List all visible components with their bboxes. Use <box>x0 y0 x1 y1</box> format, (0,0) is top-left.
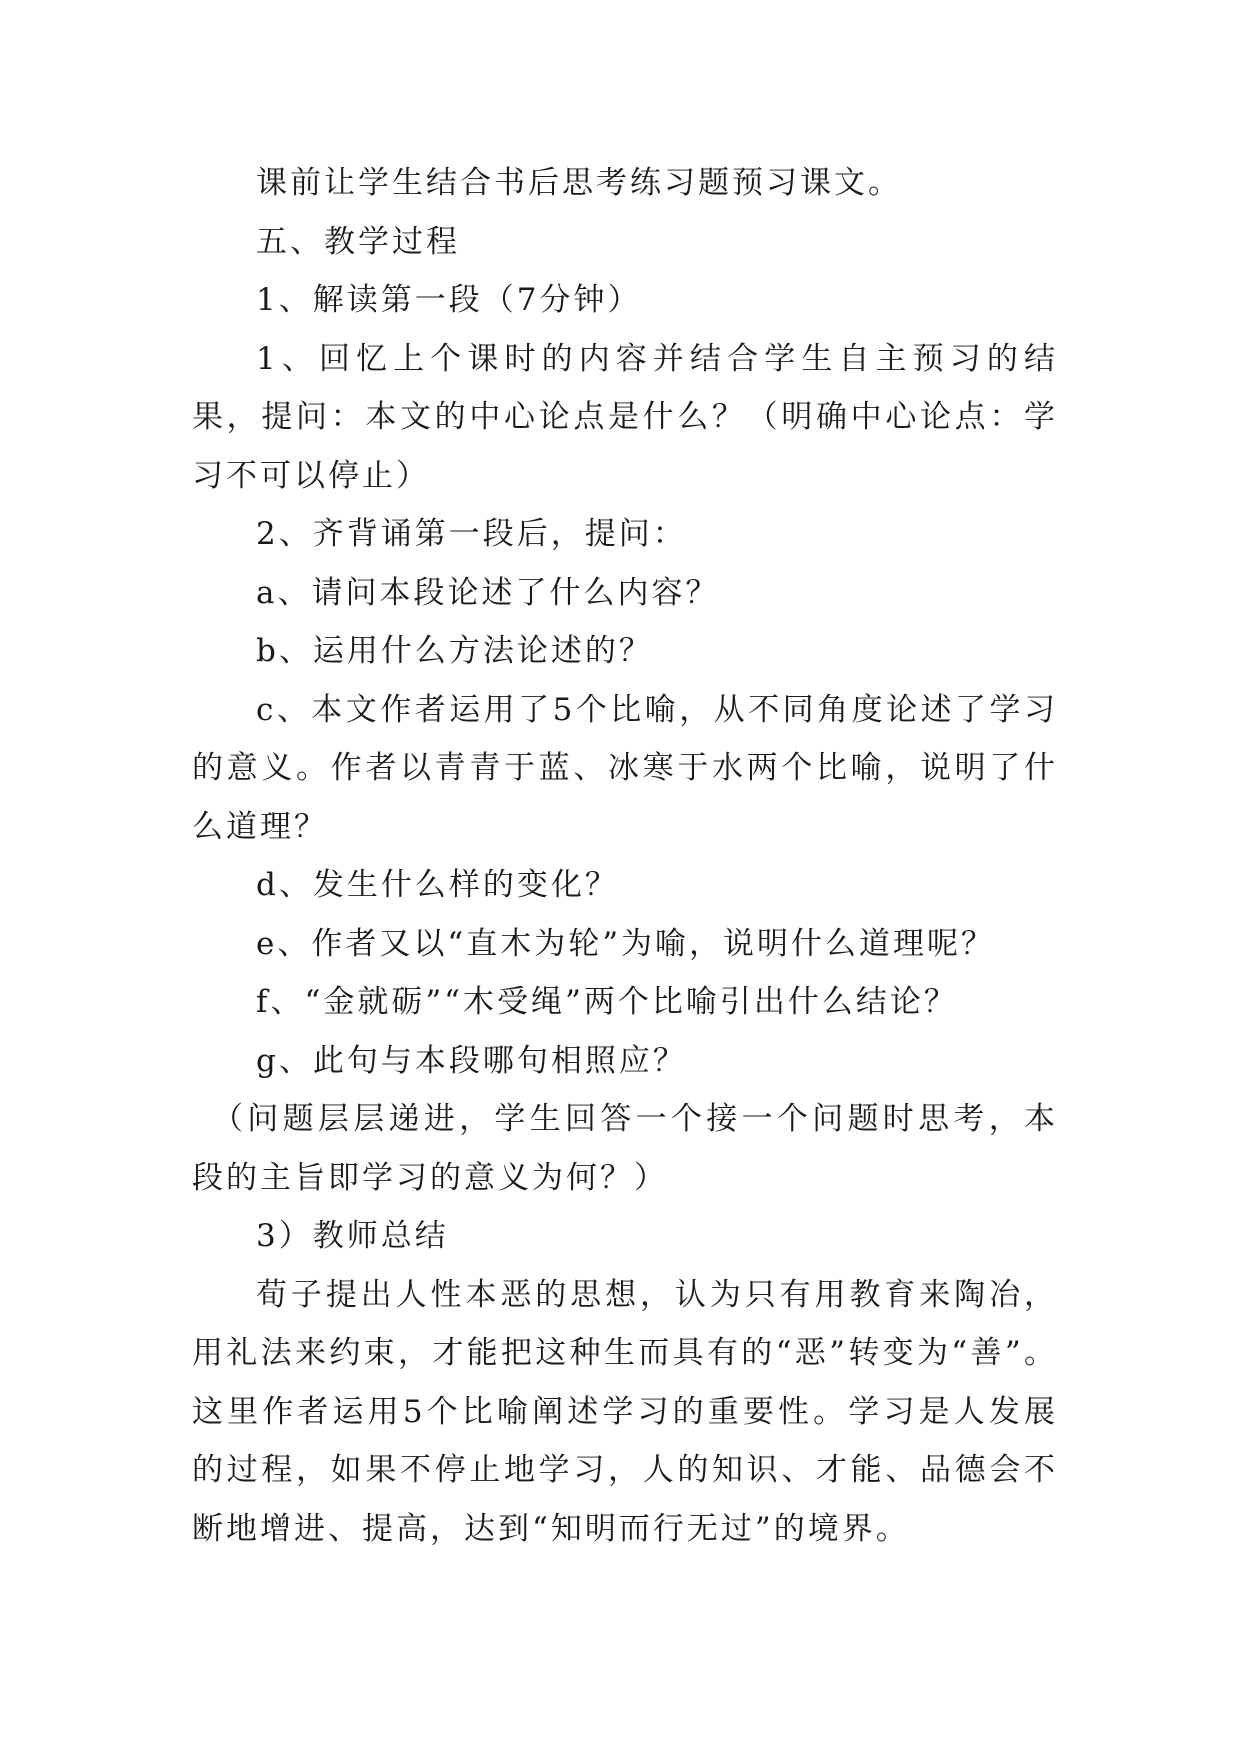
question-b: b、运用什么方法论述的？ <box>256 633 653 669</box>
question-d: d、发生什么样的变化？ <box>256 867 619 903</box>
paragraph-recite-question: 2、齐背诵第一段后，提问： <box>256 516 687 552</box>
paragraph-question-summary: （问题层层递进，学生回答一个接一个问题时思考，本段的主旨即学习的意义为何？） <box>192 1101 1058 1196</box>
question-e: e、作者又以“直木为轮”为喻，说明什么道理呢？ <box>256 925 996 962</box>
question-c: c、本文作者运用了5个比喻，从不同角度论述了学习的意义。作者以青青于蓝、冰寒于水两个比喻，说明了什么道理？ <box>192 691 1058 845</box>
paragraph-preview-instruction: 课前让学生结合书后思考练习题预习课文。 <box>256 165 902 201</box>
heading-teaching-process: 五、教学过程 <box>256 223 460 260</box>
question-f: f、“金就砺”“木受绳”两个比喻引出什么结论？ <box>256 984 958 1020</box>
paragraph-recall-question: 1、回忆上个课时的内容并结合学生自主预习的结果，提问：本文的中心论点是什么？（明确中心论点：学习不可以停止） <box>192 340 1058 494</box>
question-g: g、此句与本段哪句相照应？ <box>256 1042 687 1079</box>
subheading-teacher-summary: 3）教师总结 <box>256 1218 449 1254</box>
question-a: a、请问本段论述了什么内容？ <box>256 574 720 611</box>
paragraph-xunzi-summary: 荀子提出人性本恶的思想，认为只有用教育来陶冶，用礼法来约束，才能把这种生而具有的“恶”转变为“善”。这里作者运用5个比喻阐述学习的重要性。学习是人发展的过程，如果不停止地学习，人的知识、才能、品德会不断地增进、提高，达到“知明而行无过”的境界。 <box>192 1276 1058 1547</box>
document-body <box>192 154 1058 1558</box>
subheading-first-section: 1、解读第一段（7分钟） <box>256 282 642 318</box>
